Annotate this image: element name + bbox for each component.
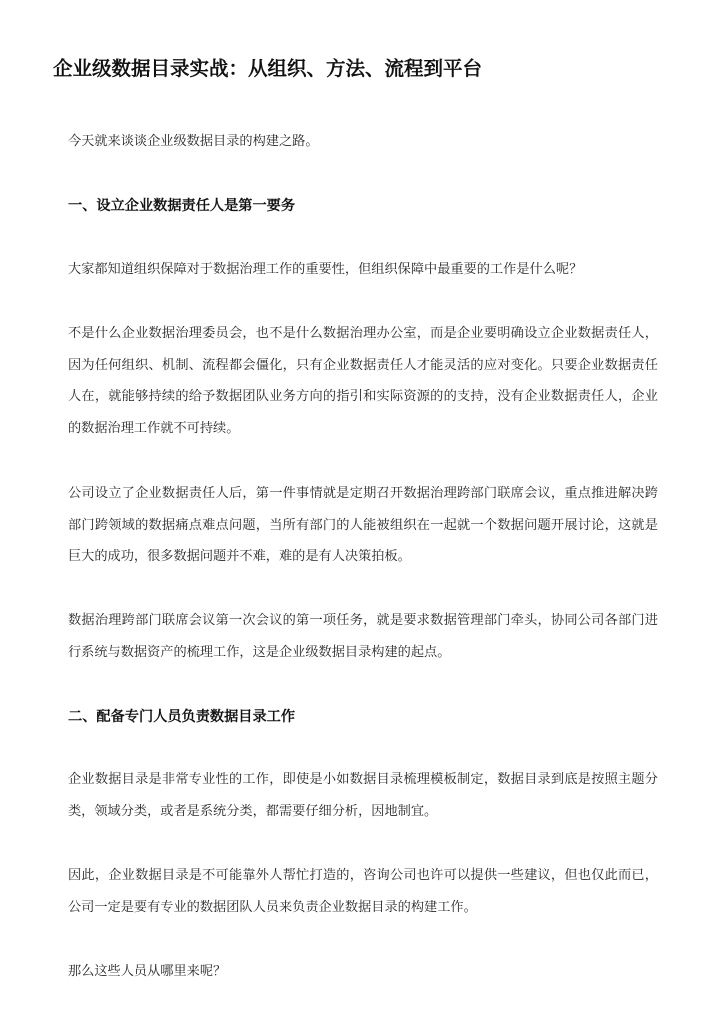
section-1-paragraph-2: 不是什么企业数据治理委员会，也不是什么数据治理办公室，而是企业要明确设立企业数据责任人，因为任何组织、机制、流程都会僵化，只有企业数据责任人才能灵活的应对变化。只要企业数据责任人在，就能够持续的给予数据团队业务方向的指引和实际资源的的支持，没有企业数据责任人，企业的数据治理工作就不可持续。 [68,326,658,436]
section-1-paragraph-1: 大家都知道组织保障对于数据治理工作的重要性，但组织保障中最重要的工作是什么呢？ [68,262,583,277]
section-1-heading: 一、设立企业数据责任人是第一要务 [68,198,296,214]
section-1-paragraph-3: 公司设立了企业数据责任人后，第一件事情就是定期召开数据治理跨部门联席会议，重点推进解决跨部门跨领域的数据痛点难点问题，当所有部门的人能被组织在一起就一个数据问题开展讨论，这就是巨大的成功，很多数据问题并不难，难的是有人决策拍板。 [68,486,658,564]
article-title: 企业级数据目录实战：从组织、方法、流程到平台 [53,57,483,80]
section-2-paragraph-3: 那么这些人员从哪里来呢？ [68,964,227,979]
section-2-heading: 二、配备专门人员负责数据目录工作 [68,709,296,725]
section-2-paragraph-2: 因此，企业数据目录是不可能靠外人帮忙打造的，咨询公司也许可以提供一些建议，但也仅此而已，公司一定是要有专业的数据团队人员来负责企业数据目录的构建工作。 [68,868,658,915]
intro-paragraph: 今天就来谈谈企业级数据目录的构建之路。 [68,134,319,149]
section-2-paragraph-1: 企业数据目录是非常专业性的工作，即使是小如数据目录梳理模板制定，数据目录到底是按照主题分类，领域分类，或者是系统分类，都需要仔细分析，因地制宜。 [68,772,658,819]
section-1-paragraph-4: 数据治理跨部门联席会议第一次会议的第一项任务，就是要求数据管理部门牵头，协同公司各部门进行系统与数据资产的梳理工作，这是企业级数据目录构建的起点。 [68,613,658,660]
